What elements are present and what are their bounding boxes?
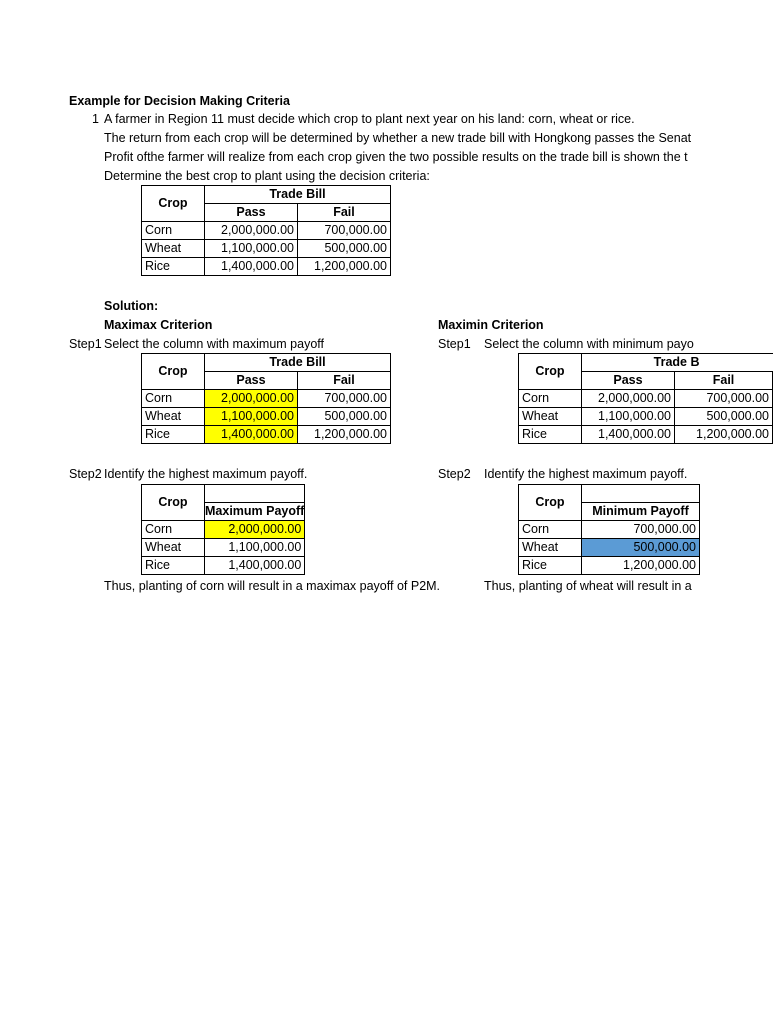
fail-cell: 1,200,000.00 [298, 258, 391, 276]
problem-line-2: The return from each crop will be determined by whether a new trade bill with Hongkong passes the Senat [104, 131, 692, 145]
problem-line-1: A farmer in Region 11 must decide which crop to plant next year on his land: corn, wheat or rice. [104, 112, 635, 126]
maximin-step1-label: Step1 [438, 337, 471, 351]
fail-cell: 700,000.00 [675, 390, 773, 408]
pass-cell: 2,000,000.00 [582, 390, 675, 408]
pass-cell: 1,400,000.00 [205, 258, 298, 276]
crop-cell: Wheat [519, 408, 582, 426]
payoff-cell-highlighted: 500,000.00 [582, 539, 700, 557]
crop-cell: Rice [142, 426, 205, 444]
crop-header: Crop [519, 354, 582, 390]
crop-cell: Corn [519, 390, 582, 408]
maximin-step2-label: Step2 [438, 467, 471, 481]
problem-line-3: Profit ofthe farmer will realize from each crop given the two possible results on the trade bill is shown the t [104, 150, 688, 164]
maximin-result-table [518, 484, 700, 575]
table-row [142, 390, 391, 408]
crop-header: Crop [142, 354, 205, 390]
fail-header: Fail [675, 372, 773, 390]
table-row [142, 222, 391, 240]
table-row [519, 426, 773, 444]
fail-header: Fail [298, 204, 391, 222]
maximax-result-table [141, 484, 305, 575]
item-number: 1 [92, 112, 99, 126]
table-row [142, 258, 391, 276]
pass-cell: 1,100,000.00 [582, 408, 675, 426]
crop-cell: Wheat [142, 240, 205, 258]
crop-cell: Rice [142, 557, 205, 575]
page-title: Example for Decision Making Criteria [69, 94, 290, 108]
pass-header: Pass [582, 372, 675, 390]
trade-bill-header: Trade Bill [205, 186, 391, 204]
crop-cell: Wheat [142, 408, 205, 426]
crop-header: Crop [142, 485, 205, 521]
crop-header: Crop [519, 485, 582, 521]
maximum-payoff-header: Maximum Payoff [205, 503, 305, 521]
fail-cell: 500,000.00 [298, 240, 391, 258]
maximax-title: Maximax Criterion [104, 318, 213, 332]
pass-cell: 1,100,000.00 [205, 240, 298, 258]
fail-cell: 700,000.00 [298, 390, 391, 408]
minimum-payoff-header: Minimum Payoff [582, 503, 700, 521]
table-row [519, 557, 700, 575]
pass-cell-highlighted: 1,100,000.00 [205, 408, 298, 426]
maximin-step1-table [518, 353, 773, 444]
crop-header: Crop [142, 186, 205, 222]
table-row [519, 539, 700, 557]
maximin-step2-text: Identify the highest maximum payoff. [484, 467, 688, 481]
payoff-cell: 1,100,000.00 [205, 539, 305, 557]
table-row [519, 390, 773, 408]
fail-cell: 1,200,000.00 [298, 426, 391, 444]
pass-cell-highlighted: 1,400,000.00 [205, 426, 298, 444]
crop-cell: Wheat [142, 539, 205, 557]
maximax-step1-text: Select the column with maximum payoff [104, 337, 325, 351]
table-row [519, 521, 700, 539]
payoff-cell: 1,400,000.00 [205, 557, 305, 575]
maximin-title: Maximin Criterion [438, 318, 544, 332]
crop-cell: Rice [142, 258, 205, 276]
pass-cell-highlighted: 2,000,000.00 [205, 390, 298, 408]
maximin-step1-text: Select the column with minimum payo [484, 337, 694, 351]
pass-header: Pass [205, 204, 298, 222]
crop-cell: Rice [519, 426, 582, 444]
problem-line-4: Determine the best crop to plant using the decision criteria: [104, 169, 430, 183]
table-row [519, 408, 773, 426]
payoff-cell: 700,000.00 [582, 521, 700, 539]
table-row [142, 557, 305, 575]
maximax-step2-label: Step2 [69, 467, 102, 481]
maximin-step1-table-clip [518, 353, 770, 448]
maximin-conclusion: Thus, planting of wheat will result in a [484, 579, 692, 593]
payoff-cell: 1,200,000.00 [582, 557, 700, 575]
crop-cell: Corn [142, 521, 205, 539]
fail-cell: 500,000.00 [298, 408, 391, 426]
crop-cell: Corn [142, 222, 205, 240]
table-row [142, 426, 391, 444]
fail-header: Fail [298, 372, 391, 390]
trade-bill-header-partial: Trade B [582, 354, 773, 372]
crop-cell: Corn [142, 390, 205, 408]
pass-cell: 2,000,000.00 [205, 222, 298, 240]
fail-cell: 1,200,000.00 [675, 426, 773, 444]
table-row [142, 408, 391, 426]
crop-cell: Wheat [519, 539, 582, 557]
empty-header-cell [205, 485, 305, 503]
trade-bill-header: Trade Bill [205, 354, 391, 372]
maximax-conclusion: Thus, planting of corn will result in a maximax payoff of P2M. [104, 579, 441, 593]
maximax-step2-text: Identify the highest maximum payoff. [104, 467, 308, 481]
empty-header-cell [582, 485, 700, 503]
fail-cell: 700,000.00 [298, 222, 391, 240]
maximax-step1-label: Step1 [69, 337, 102, 351]
table-row [142, 521, 305, 539]
payoff-table [141, 185, 391, 276]
pass-header: Pass [205, 372, 298, 390]
table-row [142, 240, 391, 258]
crop-cell: Corn [519, 521, 582, 539]
table-row [142, 539, 305, 557]
crop-cell: Rice [519, 557, 582, 575]
pass-cell: 1,400,000.00 [582, 426, 675, 444]
maximax-step1-table [141, 353, 391, 444]
fail-cell: 500,000.00 [675, 408, 773, 426]
solution-label: Solution: [104, 299, 159, 313]
payoff-cell-highlighted: 2,000,000.00 [205, 521, 305, 539]
